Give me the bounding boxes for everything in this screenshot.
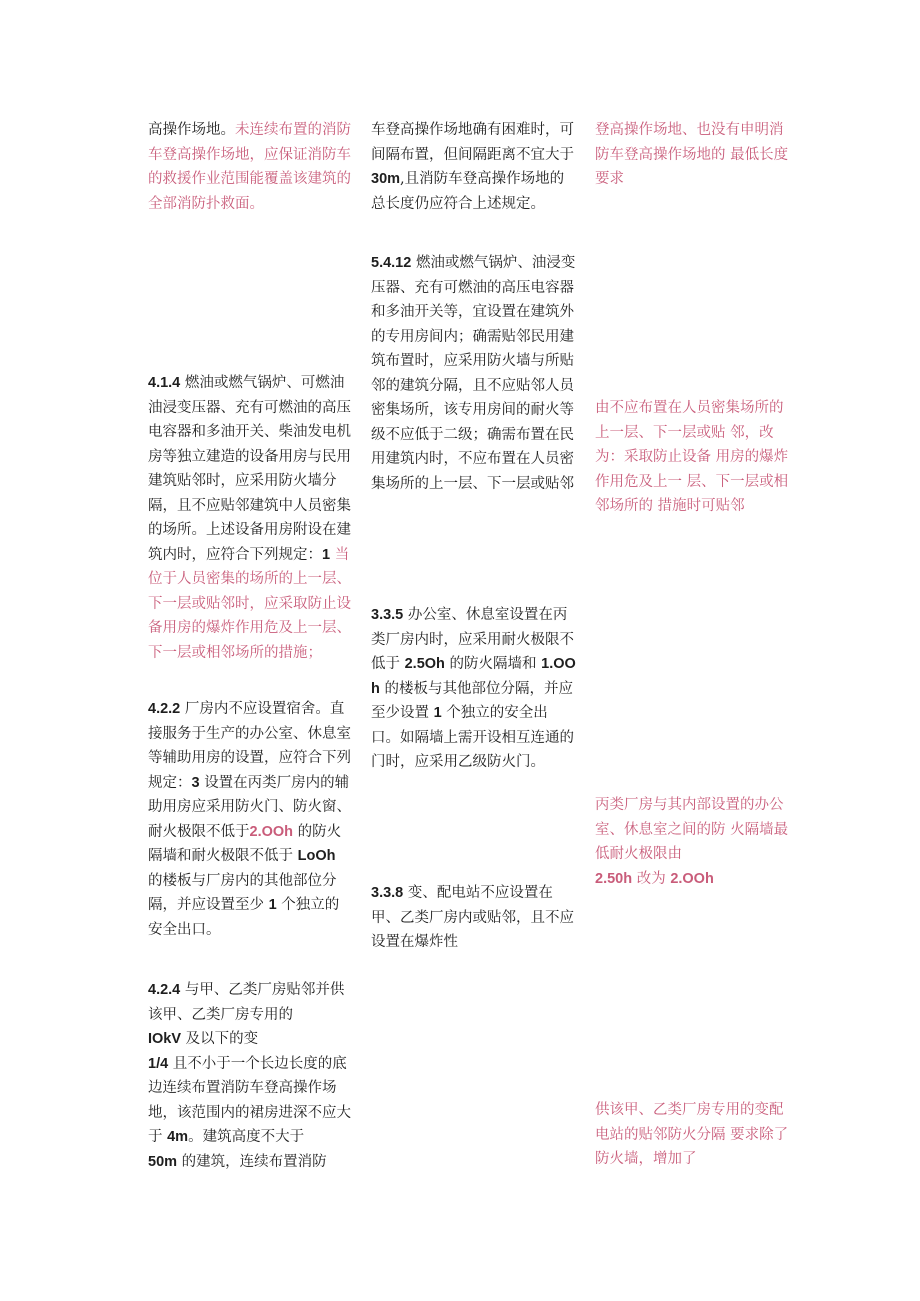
c1-b4-num2: IOkV	[148, 1031, 182, 1047]
c2-b4-text: 变、配电站不应设置在甲、乙类厂房内或贴邻，且不应设置在爆炸性	[371, 885, 574, 950]
c2-b3-text3: 的楼板与其他部位分隔，并应至少设置	[371, 680, 573, 721]
c3-note-4: 供该甲、乙类厂房专用的变配电站的贴邻防火分隔 要求除了防火墙，增加了	[595, 1102, 789, 1167]
clause-4-2-4-number: 4.2.4	[148, 982, 181, 998]
c1-b4-text1: 与甲、乙类厂房贴邻并供该甲、乙类厂房专用的	[148, 982, 345, 1023]
c1-block-2	[148, 371, 353, 665]
c2-b1-text1: 车登高操作场地确有困难时，可间隔布置，但间隔距离不宜大于	[371, 122, 574, 163]
c1-b3-text2: 设置在丙类厂房内的辅助用房应采用防火门、防火窗、耐火极限不低于	[148, 774, 351, 840]
clause-3-3-8-number: 3.3.8	[371, 885, 404, 901]
c3-b3-mid: 改为	[636, 870, 666, 887]
c3-b3-num-from: 2.50h	[595, 870, 633, 887]
c2-b3-text2: 的防火隔墙和	[449, 656, 537, 672]
c2-block-4	[371, 881, 576, 955]
c1-block-4	[148, 978, 353, 1174]
c1-b3-pink-num: 2.OOh	[249, 823, 294, 840]
c1-b4-num5: 50m	[148, 1153, 178, 1170]
c2-b3-text4: 个独立的安全出口。如隔墙上需开设相互连通的门时，应采用乙级防火门。	[371, 705, 574, 770]
c1-b3-text5: 个独立的安全出口。	[148, 897, 340, 938]
c1-b3-text4: 的楼板与厂房内的其他部位分隔，并应设置至少	[148, 872, 337, 913]
clause-4-2-2-number: 4.2.2	[148, 701, 181, 717]
c2-b2-text: 燃油或燃气锅炉、油浸变压器、充有可燃油的高压电容器和多油开关等，宜设置在建筑外的专用房间内；确需贴邻民用建筑布置时，应采用防火墙与所贴邻的建筑分隔，且不应贴邻人员密集场所，该专用房间的耐火等级不应低于二级；确需布置在民用建筑内时，不应布置在人员密集场所的上一层、下一层或贴邻	[371, 255, 576, 492]
c1-b1-text: 高操作场地。	[148, 122, 235, 138]
c2-b1-text2: ,且消防车登高操作场地的总长度仍应符合上述规定。	[371, 171, 565, 212]
c1-b3-item-num: 3	[191, 774, 200, 791]
c2-b1-num: 30m	[371, 171, 401, 187]
c3-note-2: 由不应布置在人员密集场所的上一层、下一层或贴 邻，改为：采取防止设备 用房的爆炸作用危及上一 层、下一层或相邻场所的 措施时可贴邻	[595, 400, 789, 514]
c3-b3-num-to: 2.OOh	[670, 870, 714, 887]
c2-block-3	[371, 603, 576, 775]
c1-b2-pink: 当位于人员密集的场所的上一层、下一层或贴邻时，应采取防止设备用房的爆炸作用危及上一层、下一层或相邻场所的措施；	[148, 546, 351, 661]
c1-b3-text3: 的防火隔墙和耐火极限不低于	[148, 823, 342, 864]
c1-b2-item-num: 1	[322, 546, 331, 563]
c1-b4-text4: 。建筑高度不大于	[188, 1129, 305, 1145]
c1-b3-text1: 厂房内不应设置宿舍。直接服务于生产的办公室、休息室等辅助用房的设置，应符合下列规定：	[148, 701, 351, 791]
clause-5-4-12-number: 5.4.12	[371, 255, 412, 271]
c2-block-2	[371, 251, 576, 496]
c1-block-3	[148, 697, 353, 942]
c3-note-1: 登高操作场地、也没有申明消防车登高操作场地的 最低长度要求	[595, 122, 789, 187]
c1-block-1	[148, 118, 353, 216]
c1-b4-num3: 1/4	[148, 1055, 169, 1072]
c2-b3-num3: 1.OOh	[371, 656, 576, 697]
c3-note-3	[595, 793, 790, 891]
c1-b2-text: 燃油或燃气锅炉、可燃油油浸变压器、充有可燃油的高压电容器和多油开关、柴油发电机房等独立建造的设备用房与民用建筑贴邻时，应采用防火墙分隔，且不应贴邻建筑中人员密集的场所。上述设备用房附设在建筑内时，应符合下列规定：	[148, 375, 351, 563]
c1-b3-num3: 1	[268, 897, 277, 913]
c2-b3-num2: 2.5Oh	[404, 656, 445, 672]
c1-b1-pink: 未连续布置的消防车登高操作场地，应保证消防车的救援作业范围能覆盖该建筑的全部消防扑救面。	[148, 122, 351, 212]
c1-b4-text2: 及以下的变	[185, 1031, 259, 1047]
c1-b4-text5: 的建筑，连续布置消防	[181, 1153, 327, 1170]
c2-block-1	[371, 118, 576, 216]
clause-3-3-5-number: 3.3.5	[371, 607, 404, 623]
c3-b3-text: 丙类厂房与其内部设置的办公室、休息室之间的防 火隔墙最低耐火极限由	[595, 797, 789, 862]
clause-4-1-4-number: 4.1.4	[148, 375, 181, 391]
c1-b4-text3: 且不小于一个长边长度的底边连续布置消防车登高操作场地，该范围内的裙房进深不应大于	[148, 1055, 351, 1145]
c1-b3-num2: LoOh	[297, 848, 336, 864]
c2-b3-num4: 1	[433, 705, 442, 721]
c1-b4-num4: 4m	[167, 1129, 189, 1145]
c2-b3-text1: 办公室、休息室设置在丙类厂房内时，应采用耐火极限不低于	[371, 607, 574, 672]
